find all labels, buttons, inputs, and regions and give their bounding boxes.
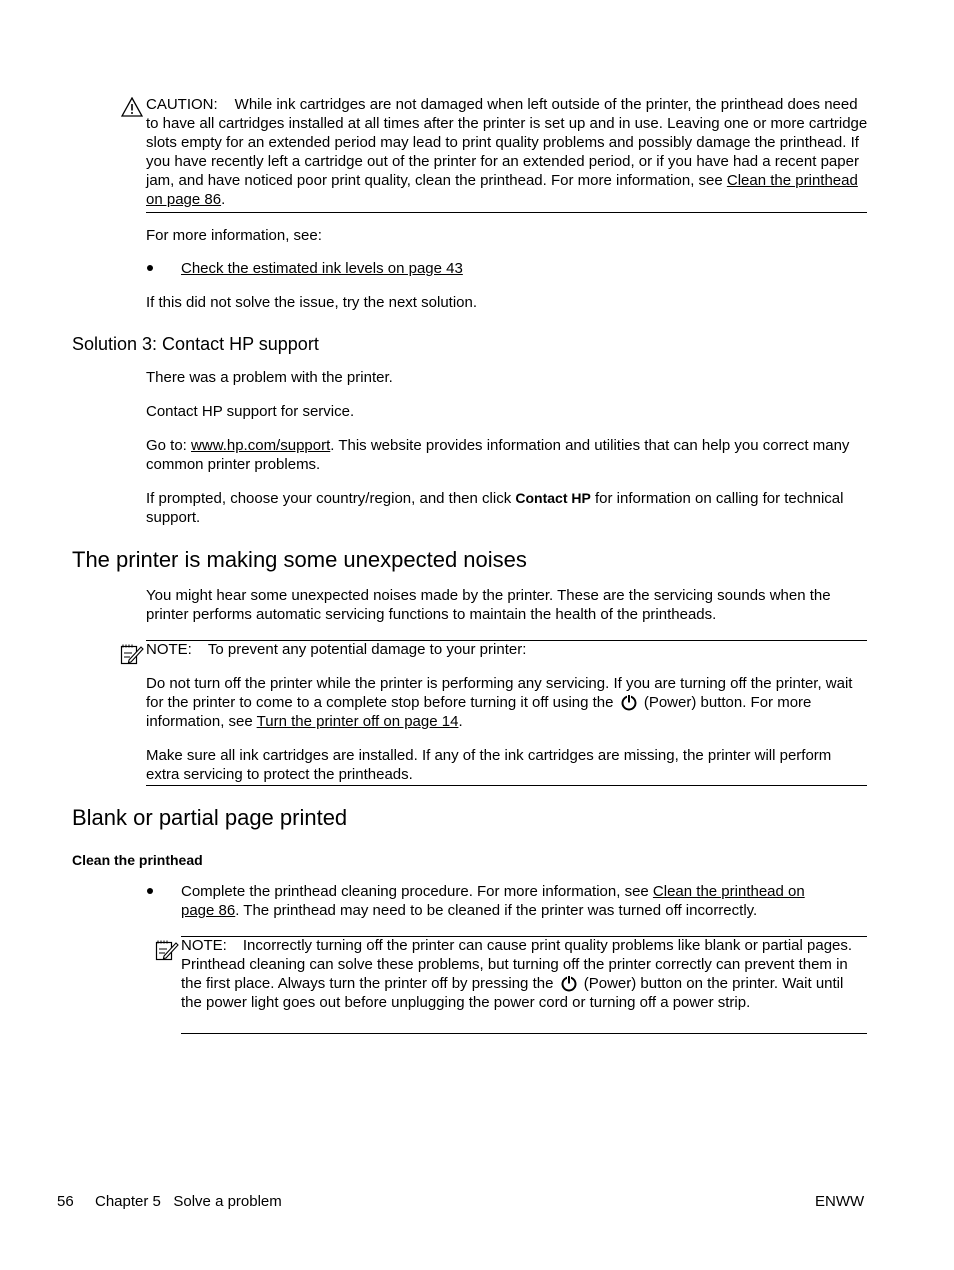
hp-support-link[interactable]: www.hp.com/support [191, 437, 331, 454]
more-info-text: For more information, see: [146, 227, 322, 244]
footer-page-number: 56 [57, 1193, 74, 1210]
next-solution-text: If this did not solve the issue, try the next solution. [146, 294, 478, 311]
noises-p1: You might hear some unexpected noises made by the printer. These are the servicing sounds when the printer performs automatic servicing functions to maintain the health of the printheads. [146, 587, 831, 623]
clean-printhead-link[interactable]: Clean the printhead on page 86 [181, 883, 805, 919]
turn-off-link[interactable]: Turn the printer off on page 14 [256, 713, 459, 730]
noises-note: NOTE: To prevent any potential damage to your printer: [146, 641, 527, 658]
footer-enww: ENWW [815, 1193, 865, 1210]
bullet [147, 265, 153, 271]
blank-note-bottom-rule [181, 1033, 867, 1034]
caution-link[interactable]: Clean the printhead on page 86 [146, 172, 858, 208]
caution-label: CAUTION: [146, 96, 218, 113]
power-icon [560, 974, 578, 992]
blank-heading: Blank or partial page printed [72, 805, 348, 830]
caution-text: While ink cartridges are not damaged when left outside of the printer, the printhead does need to have all cartridges installed at all times after the printer is set up and in use. Leaving one or more cartridge slots empty for an extended period may lead to print quality problems and possibly damage the printhead. If you have recently left a cartridge out of the printer for an extended period, or if you have had a recent paper jam, and have noticed poor print quality, clean the printhead. For more information, see [146, 96, 868, 189]
solution3-p2: Contact HP support for service. [146, 403, 355, 420]
caution-icon [121, 97, 143, 117]
footer-chapter: Chapter 5 Solve a problem [95, 1193, 282, 1210]
power-icon [620, 693, 638, 711]
note-icon [120, 643, 144, 665]
caution-note: CAUTION: While ink cartridges are not damaged when left outside of the printer, the printhead does need to have all cartridges installed at all times after the printer is set up and in use. Leaving one or more cartridge slots empty for an extended period may lead to print quality problems and possibly damage the printhead. If you have recently left a cartridge out of the printer for an extended period, or if you have had a recent paper jam, and have noticed poor print quality, clean the printhead. For more information, see Clean the printhead on page 86. [146, 96, 868, 208]
note-icon [155, 939, 179, 961]
solution3-p4: If prompted, choose your country/region, and then click Contact HP for information on calling for technical support. [146, 490, 844, 526]
noises-heading: The printer is making some unexpected noises [72, 547, 527, 572]
noises-p2: Do not turn off the printer while the printer is performing any servicing. If you are turning off the printer, wait for the printer to come to a complete stop before turning it off using the (Power) button. For more information, see Turn the printer off on page 14. [146, 675, 853, 730]
solution3-p1: There was a problem with the printer. [146, 369, 393, 386]
blank-note: NOTE: Incorrectly turning off the printer can cause print quality problems like blank or partial pages. Printhead cleaning can solve these problems, but turning off the printer correctly can prevent them in the first place. Always turn the printer off by pressing the (Power) button on the printer. Wait until the power light goes out before unplugging the power cord or turning off a power strip. [181, 937, 853, 1011]
bullet [147, 888, 153, 894]
solution3-heading: Solution 3: Contact HP support [72, 334, 319, 354]
solution3-p3: Go to: www.hp.com/support. This website provides information and utilities that can help you correct many common printer problems. [146, 437, 850, 473]
noises-note-bottom-rule [146, 785, 867, 786]
caution-rule [146, 212, 867, 213]
contact-hp-label: Contact HP [515, 490, 591, 506]
blank-bullet-text: Complete the printhead cleaning procedure. For more information, see Clean the printhead on page 86. The printhead may need to be cleaned if the printer was turned off incorrectly. [181, 883, 805, 919]
noises-p3: Make sure all ink cartridges are installed. If any of the ink cartridges are missing, the printer will perform extra servicing to protect the printheads. [146, 747, 832, 783]
blank-subheading: Clean the printhead [72, 852, 203, 868]
ink-levels-link[interactable]: Check the estimated ink levels on page 43 [181, 260, 463, 277]
